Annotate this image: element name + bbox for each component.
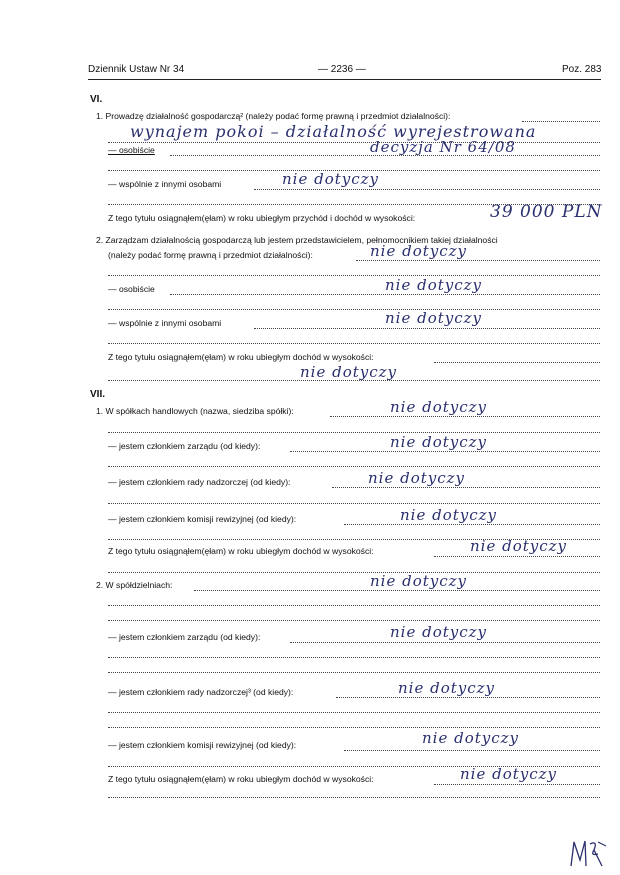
vi-2-personally-label: — osobiście	[108, 284, 155, 294]
vii-2-board-extra-line1	[108, 657, 600, 658]
vii-2-answer: nie dotyczy	[370, 572, 468, 590]
vii-1-board-extra-line	[108, 466, 600, 467]
vii-1-income-answer: nie dotyczy	[470, 537, 568, 555]
vii-2-income-answer: nie dotyczy	[460, 765, 558, 783]
vi-2-income-extra-line	[108, 380, 600, 381]
vii-2-supervisory-line	[336, 697, 600, 698]
vii-1-supervisory-line	[332, 487, 600, 488]
vii-2-supervisory-answer: nie dotyczy	[398, 679, 496, 697]
section-vi-title: VI.	[90, 94, 103, 105]
vi-2-personally-answer: nie dotyczy	[385, 276, 483, 294]
vii-2-label: 2. W spółdzielniach:	[96, 580, 173, 590]
vi-1-jointly-line	[254, 189, 600, 190]
vii-1-label-line	[330, 416, 600, 417]
vii-2-board-answer: nie dotyczy	[390, 623, 488, 641]
vi-2-income-line	[434, 362, 600, 363]
vii-1-audit-answer: nie dotyczy	[400, 506, 498, 524]
vii-2-supervisory-extra-line2	[108, 727, 600, 728]
vi-2-label-line1: 2. Zarządzam działalnością gospodarczą lub jestem przedstawicielem, pełnomocnikiem takiej działalności	[96, 235, 498, 245]
vii-1-answer-extra-line	[108, 432, 600, 433]
vi-1-answer-line1: wynajem pokoi – działalność wyrejestrowana	[130, 122, 537, 141]
vii-1-label: 1. W spółkach handlowych (nazwa, siedziba spółki):	[96, 406, 294, 416]
vi-1-jointly-label: — wspólnie z innymi osobami	[108, 179, 222, 189]
vii-2-label-line	[194, 590, 600, 591]
section-vii-title: VII.	[90, 389, 106, 400]
vii-1-income-extra-line	[108, 572, 600, 573]
vii-2-audit-label: — jestem członkiem komisji rewizyjnej (od kiedy):	[108, 740, 297, 750]
vii-2-board-line	[290, 642, 600, 643]
vii-2-income-label: Z tego tytułu osiągnąłem(ęłam) w roku ubiegłym dochód w wysokości:	[108, 774, 374, 784]
vii-2-board-extra-line2	[108, 672, 600, 673]
vii-2-income-line	[434, 784, 600, 785]
vi-1-income-label: Z tego tytułu osiągnąłem(ęłam) w roku ubiegłym przychód i dochód w wysokości:	[108, 213, 416, 223]
vi-2-answer: nie dotyczy	[370, 242, 468, 260]
vii-1-income-line	[434, 556, 600, 557]
vii-1-supervisory-answer: nie dotyczy	[368, 469, 466, 487]
vi-1-personally-answer: decyzja Nr 64/08	[370, 138, 516, 156]
vii-1-audit-label: — jestem członkiem komisji rewizyjnej (od kiedy):	[108, 514, 297, 524]
page-number: — 2236 —	[318, 64, 366, 75]
vii-2-audit-line	[344, 750, 600, 751]
vii-1-board-line	[290, 451, 600, 452]
vi-2-personally-extra-line	[108, 309, 600, 310]
vi-2-jointly-extra-line	[108, 343, 600, 344]
vi-2-label-line	[356, 260, 600, 261]
vii-2-audit-answer: nie dotyczy	[422, 729, 520, 747]
vii-1-supervisory-extra-line	[108, 503, 600, 504]
vii-2-answer-extra-line1	[108, 605, 600, 606]
vi-1-jointly-answer: nie dotyczy	[282, 170, 380, 188]
initials-signature	[568, 836, 608, 870]
vii-2-board-label: — jestem członkiem zarządu (od kiedy):	[108, 632, 261, 642]
vii-2-supervisory-extra-line1	[108, 712, 600, 713]
vi-2-jointly-line	[254, 328, 600, 329]
vii-1-board-answer: nie dotyczy	[390, 433, 488, 451]
vi-2-income-answer: nie dotyczy	[300, 363, 398, 381]
vii-1-board-label: — jestem członkiem zarządu (od kiedy):	[108, 441, 261, 451]
vi-1-income-answer: 39 000 PLN	[490, 202, 603, 222]
vi-2-answer-extra-line	[108, 275, 600, 276]
vii-1-audit-line	[344, 524, 600, 525]
vi-1-answer-line1-rule	[108, 142, 600, 143]
vi-2-jointly-answer: nie dotyczy	[385, 309, 483, 327]
vii-1-supervisory-label: — jestem członkiem rady nadzorczej (od kiedy):	[108, 477, 291, 487]
vi-2-income-label: Z tego tytułu osiągnąłem(ęłam) w roku ubiegłym dochód w wysokości:	[108, 352, 374, 362]
vii-2-answer-extra-line2	[108, 620, 600, 621]
position-number: Poz. 283	[562, 64, 602, 75]
header-rule	[88, 79, 601, 80]
vii-1-answer: nie dotyczy	[390, 398, 488, 416]
vi-2-personally-line	[170, 294, 600, 295]
vii-2-supervisory-label: — jestem członkiem rady nadzorczej³ (od kiedy):	[108, 687, 294, 697]
journal-title: Dziennik Ustaw Nr 34	[88, 64, 185, 75]
vi-1-label: 1. Prowadzę działalność gospodarczą² (należy podać formę prawną i przedmiot działalności):	[96, 111, 451, 121]
vi-2-jointly-label: — wspólnie z innymi osobami	[108, 318, 222, 328]
vii-1-income-label: Z tego tytułu osiągnąłem(ęłam) w roku ubiegłym dochód w wysokości:	[108, 546, 374, 556]
vi-1-personally-label: — osobiście	[108, 145, 155, 155]
vii-2-income-extra-line	[108, 797, 600, 798]
vi-2-label-line2: (należy podać formę prawną i przedmiot działalności):	[108, 250, 313, 260]
